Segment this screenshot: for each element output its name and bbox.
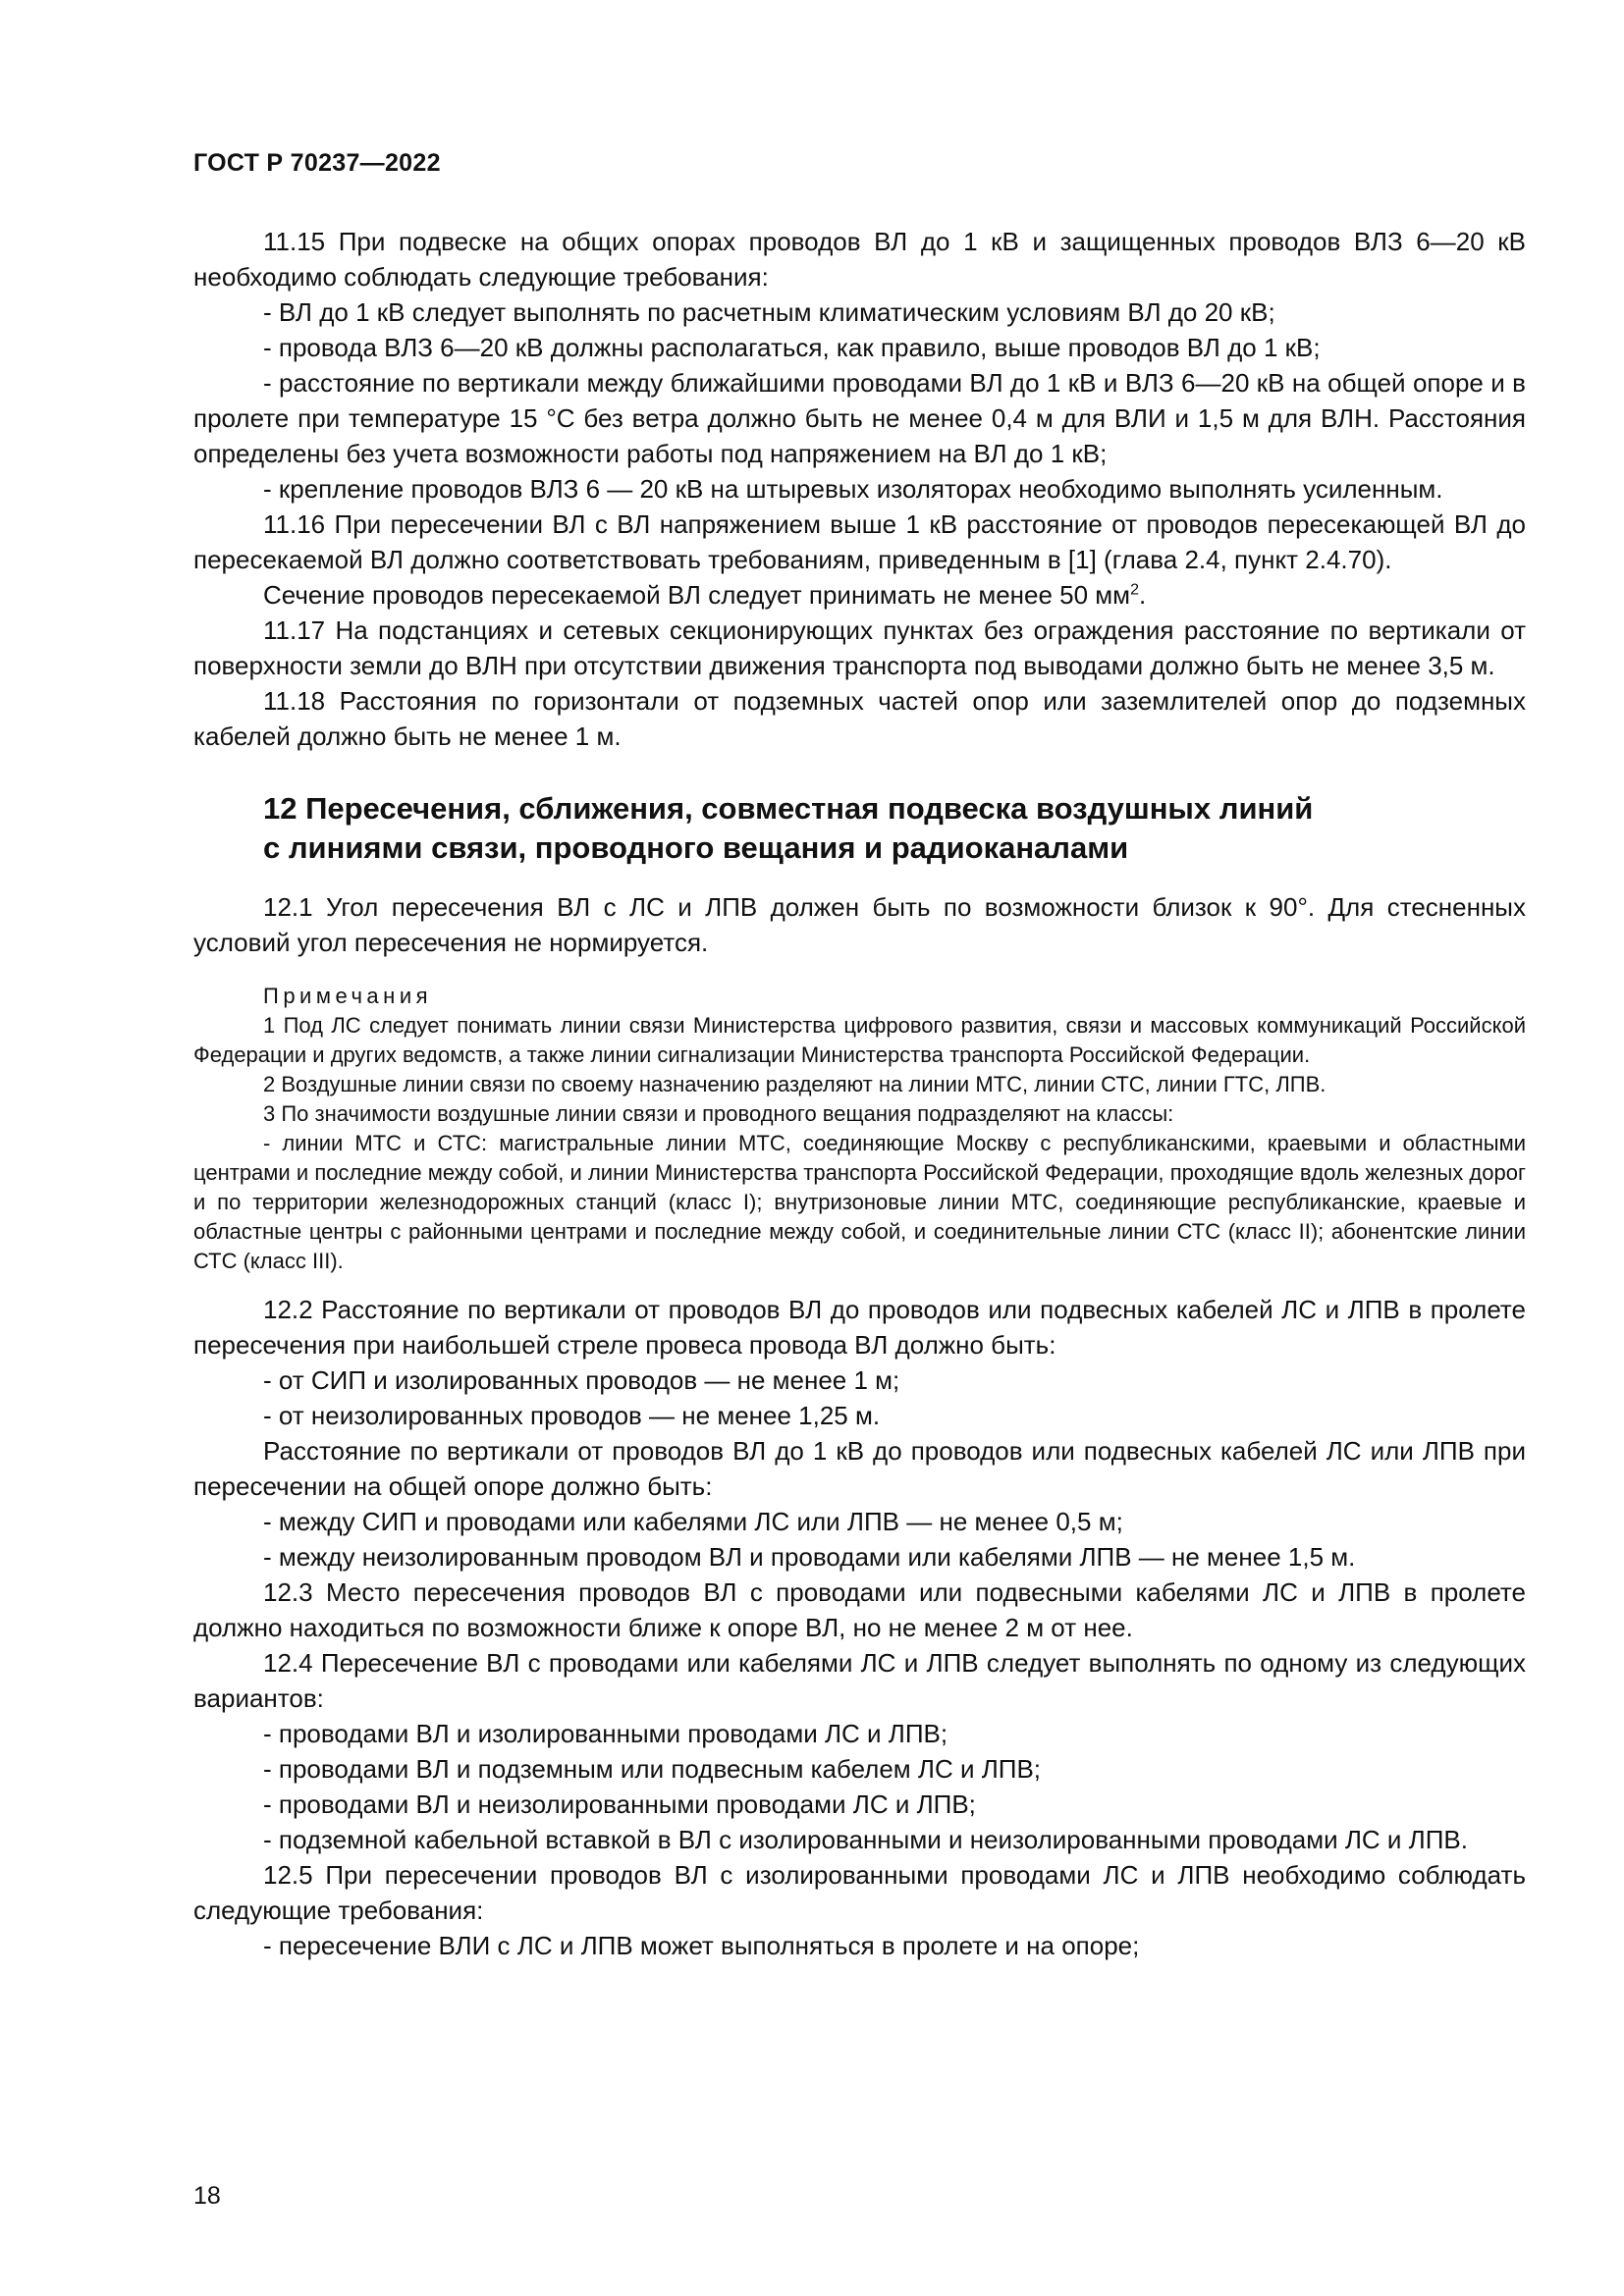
clause-12-4-intro: 12.4 Пересечение ВЛ с проводами или кабелями ЛС и ЛПВ следует выполнять по одному из следующих вариантов:: [193, 1648, 1526, 1713]
clause-11-17: 11.17 На подстанциях и сетевых секционирующих пунктах без ограждения расстояние по вертикали от поверхности земли до ВЛН при отсутствии движения транспорта под выводами должно быть не менее 3,5 м.: [193, 615, 1526, 680]
note-3-item: - линии МТС и СТС: магистральные линии МТС, соединяющие Москву с республиканскими, краевыми и областными центрами и последние между собой, и линии Министерства транспорта Российской Федерации, проходящие вдоль железных дорог и по территории железнодорожных станций (класс I); внутризоновые линии МТС, соединяющие республиканские, краевые и областные центры с районными центрами и последние между собой, и соединительные линии СТС (класс II); абонентские линии СТС (класс III).: [193, 1131, 1526, 1273]
section-12-title: [263, 789, 1526, 868]
list-item: - между СИП и проводами или кабелями ЛС или ЛПВ — не менее 0,5 м;: [263, 1507, 1123, 1536]
list-item: - провода ВЛЗ 6—20 кВ должны располагаться, как правило, выше проводов ВЛ до 1 кВ;: [263, 333, 1321, 362]
list-item: - подземной кабельной вставкой в ВЛ с изолированными и неизолированными проводами ЛС и ЛПВ.: [263, 1825, 1468, 1854]
section-end: .: [1138, 580, 1147, 610]
list-item: - от СИП и изолированных проводов — не менее 1 м;: [263, 1365, 900, 1395]
notes-heading: Примечания: [263, 984, 433, 1008]
clause-11-16: 11.16 При пересечении ВЛ с ВЛ напряжением выше 1 кВ расстояние от проводов пересекающей ВЛ до пересекаемой ВЛ должно соответствовать требованиям, приведенным в [1] (глава 2.4, пункт 2.4.70).: [193, 509, 1526, 574]
clause-12-2-intro: 12.2 Расстояние по вертикали от проводов ВЛ до проводов или подвесных кабелей ЛС и ЛПВ в пролете пересечения при наибольшей стреле провеса провода ВЛ должно быть:: [193, 1295, 1526, 1360]
list-item: - проводами ВЛ и неизолированными проводами ЛС и ЛПВ;: [263, 1789, 976, 1819]
clause-12-1: 12.1 Угол пересечения ВЛ с ЛС и ЛПВ должен быть по возможности близок к 90°. Для стесненных условий угол пересечения не нормируется.: [193, 892, 1526, 957]
section-title-line: с линиями связи, проводного вещания и радиоканалами: [263, 830, 1129, 865]
list-item: - между неизолированным проводом ВЛ и проводами или кабелями ЛПВ — не менее 1,5 м.: [263, 1542, 1356, 1572]
list-item: - проводами ВЛ и подземным или подвесным кабелем ЛС и ЛПВ;: [263, 1754, 1042, 1784]
list-item: - пересечение ВЛИ с ЛС и ЛПВ может выполняться в пролете и на опоре;: [263, 1931, 1140, 1960]
note-2: 2 Воздушные линии связи по своему назначению разделяют на линии МТС, линии СТС, линии ГТС, ЛПВ.: [263, 1072, 1326, 1096]
note-1: 1 Под ЛС следует понимать линии связи Министерства цифрового развития, связи и массовых коммуникаций Российской Федерации и других ведомств, а также линии сигнализации Министерства транспорта Российской Федерации.: [193, 1013, 1526, 1067]
section-title-line: 12 Пересечения, сближения, совместная подвеска воздушных линий: [263, 791, 1314, 826]
page-number: 18: [193, 2182, 221, 2210]
document-header: ГОСТ Р 70237—2022: [193, 149, 441, 177]
list-item: - ВЛ до 1 кВ следует выполнять по расчетным климатическим условиям ВЛ до 20 кВ;: [263, 297, 1275, 327]
list-item: - от неизолированных проводов — не менее 1,25 м.: [263, 1401, 881, 1430]
clause-12-5-intro: 12.5 При пересечении проводов ВЛ с изолированными проводами ЛС и ЛПВ необходимо соблюдать следующие требования:: [193, 1860, 1526, 1925]
clause-11-16-section: [193, 577, 1526, 613]
list-item: - проводами ВЛ и изолированными проводами ЛС и ЛПВ;: [263, 1719, 948, 1748]
superscript: 2: [1130, 581, 1139, 599]
notes-block: [193, 982, 1526, 1276]
clause-12-2-intro-2: Расстояние по вертикали от проводов ВЛ до 1 кВ до проводов или подвесных кабелей ЛС или ЛПВ при пересечении на общей опоре должно быть:: [193, 1436, 1526, 1501]
list-item: - крепление проводов ВЛЗ 6 — 20 кВ на штыревых изоляторах необходимо выполнять усиленным.: [263, 474, 1443, 504]
clause-11-18: 11.18 Расстояния по горизонтали от подземных частей опор или заземлителей опор до подземных кабелей должно быть не менее 1 м.: [193, 686, 1526, 751]
clause-11-15-intro: 11.15 При подвеске на общих опорах проводов ВЛ до 1 кВ и защищенных проводов ВЛЗ 6—20 кВ необходимо соблюдать следующие требования:: [193, 227, 1526, 292]
section-text: Сечение проводов пересекаемой ВЛ следует принимать не менее 50 мм: [263, 580, 1131, 610]
note-3: 3 По значимости воздушные линии связи и проводного вещания подразделяют на классы:: [263, 1101, 1174, 1126]
document-body: [193, 224, 1526, 1963]
clause-12-3: 12.3 Место пересечения проводов ВЛ с проводами или подвесными кабелями ЛС и ЛПВ в пролете должно находиться по возможности ближе к опоре ВЛ, но не менее 2 м от нее.: [193, 1577, 1526, 1642]
list-item: - расстояние по вертикали между ближайшими проводами ВЛ до 1 кВ и ВЛЗ 6—20 кВ на общей опоре и в пролете при температуре 15 °С без ветра должно быть не менее 0,4 м для ВЛИ и 1,5 м для ВЛН. Расстояния определены без учета возможности работы под напряжением на ВЛ до 1 кВ;: [193, 368, 1526, 468]
